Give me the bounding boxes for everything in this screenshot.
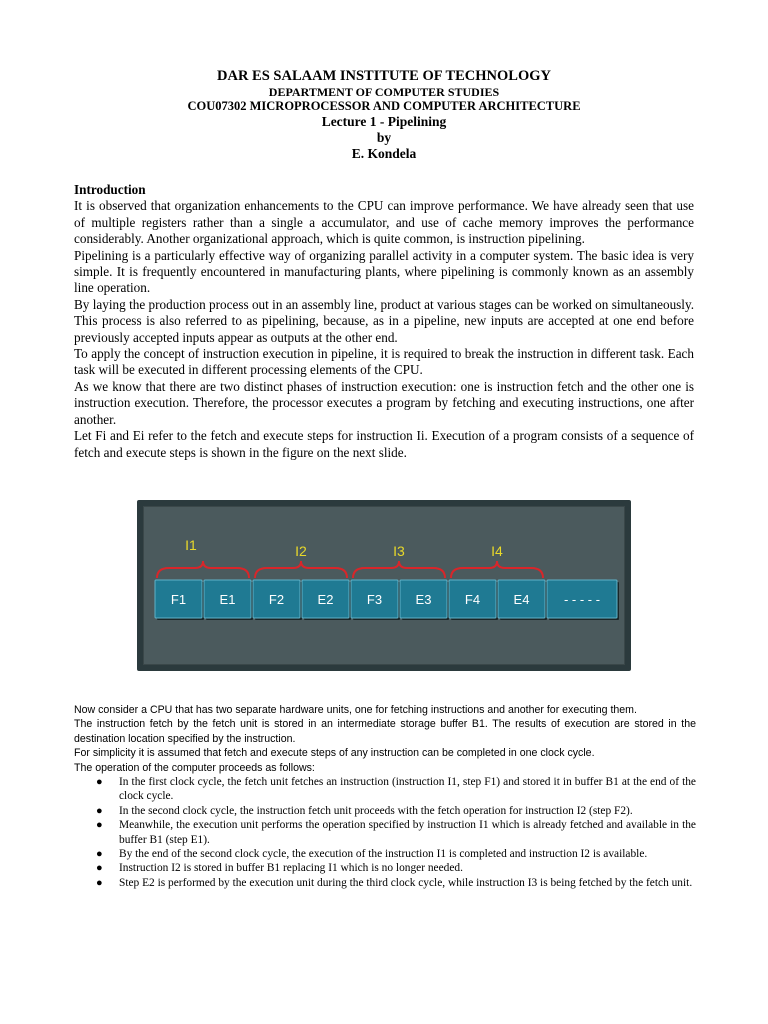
instruction-label: I2 — [295, 543, 307, 559]
operation-steps-list — [74, 775, 696, 890]
pipeline-stage-label: F4 — [464, 592, 481, 607]
intro-paragraph: To apply the concept of instruction execution in pipeline, it is required to break the instruction in different task. Each task will be executed in different processing elements of the CPU. — [74, 346, 694, 378]
details-paragraph: The instruction fetch by the fetch unit is stored in an intermediate storage buffer B1. The results of execution are stored in the destination location specified by the instruction. — [74, 718, 696, 745]
list-item: ● Step E2 is performed by the execution unit during the third clock cycle, while instruction I3 is being fetched by the fetch unit. — [96, 876, 693, 889]
list-item: ● In the first clock cycle, the fetch unit fetches an instruction (instruction I1, step F1) and stored it in buffer B1 at the end of the clock cycle. — [96, 776, 696, 803]
pipeline-stage-label: E1 — [219, 592, 236, 607]
document-header — [0, 68, 768, 162]
pipeline-figure — [137, 500, 631, 671]
instruction-brace — [255, 561, 347, 578]
pipeline-stage-label: - - - - - — [563, 592, 601, 607]
list-item: ● Meanwhile, the execution unit performs the operation specified by instruction I1 which is already fetched and available in the buffer B1 (step E1). — [96, 819, 696, 846]
pipeline-stage-label: F2 — [268, 592, 285, 607]
instruction-label: I4 — [491, 543, 503, 559]
details-paragraph: The operation of the computer proceeds as follows: — [74, 761, 315, 774]
details-section — [74, 703, 696, 890]
intro-paragraph: It is observed that organization enhancements to the CPU can improve performance. We have already seen that use of multiple registers rather than a single a accumulator, and use of cache memory improves the performance considerably. Another organizational approach, which is quite common, is instruction pipelining. — [74, 198, 694, 247]
list-item: ● By the end of the second clock cycle, the execution of the instruction I1 is completed and instruction I2 is available. — [96, 848, 648, 861]
bullet-icon: ● — [96, 876, 103, 889]
course-title: COU07302 MICROPROCESSOR AND COMPUTER ARCHITECTURE — [187, 99, 581, 113]
by-line: by — [376, 130, 392, 145]
author-name: E. Kondela — [351, 146, 417, 161]
bullet-icon: ● — [96, 776, 103, 789]
introduction-section — [74, 182, 694, 461]
institute-title: DAR ES SALAAM INSTITUTE OF TECHNOLOGY — [217, 68, 551, 84]
pipeline-stage-label: E2 — [317, 592, 334, 607]
bullet-icon: ● — [96, 862, 103, 875]
instruction-label: I1 — [185, 537, 197, 553]
pipeline-stage-label: F1 — [170, 592, 187, 607]
details-paragraph: Now consider a CPU that has two separate hardware units, one for fetching instructions and another for executing them. — [74, 704, 637, 716]
pipeline-stage-label: E3 — [415, 592, 432, 607]
instruction-brace — [157, 561, 249, 578]
pipeline-stage-label: F3 — [366, 592, 383, 607]
pipeline-stage-label: E4 — [513, 592, 530, 607]
details-paragraph: For simplicity it is assumed that fetch and execute steps of any instruction can be completed in one clock cycle. — [74, 747, 595, 760]
instruction-brace — [451, 561, 543, 578]
introduction-heading: Introduction — [74, 182, 146, 197]
intro-paragraph: By laying the production process out in an assembly line, product at various stages can be worked on simultaneously. This process is also referred to as pipelining, because, as in a pipeline, new inputs are accepted at one end before previously accepted inputs appear as outputs at the other end. — [74, 296, 694, 345]
lecture-title: Lecture 1 - Pipelining — [321, 114, 447, 129]
instruction-label: I3 — [393, 543, 405, 559]
bullet-icon: ● — [96, 848, 103, 861]
instruction-brace — [353, 561, 445, 578]
intro-paragraph: Pipelining is a particularly effective way of organizing parallel activity in a computer system. The basic idea is very simple. It is frequently encountered in manufacturing plants, where pipelining is commonly known as an assembly line operation. — [74, 247, 694, 296]
list-item: ● Instruction I2 is stored in buffer B1 replacing I1 which is no longer needed. — [96, 862, 463, 875]
bullet-icon: ● — [96, 819, 103, 832]
intro-paragraph: Let Fi and Ei refer to the fetch and execute steps for instruction Ii. Execution of a program consists of a sequence of fetch and execute steps is shown in the figure on the next slide. — [74, 428, 694, 460]
intro-paragraph: As we know that there are two distinct phases of instruction execution: one is instruction fetch and the other one is instruction execution. Therefore, the processor executes a program by fetching and executing instructions, one after another. — [74, 378, 694, 427]
department-title: DEPARTMENT OF COMPUTER STUDIES — [268, 85, 500, 99]
bullet-icon: ● — [96, 804, 103, 817]
list-item: ● In the second clock cycle, the instruction fetch unit proceeds with the fetch operation for instruction I2 (step F2). — [96, 804, 633, 817]
pipeline-diagram — [137, 500, 631, 671]
